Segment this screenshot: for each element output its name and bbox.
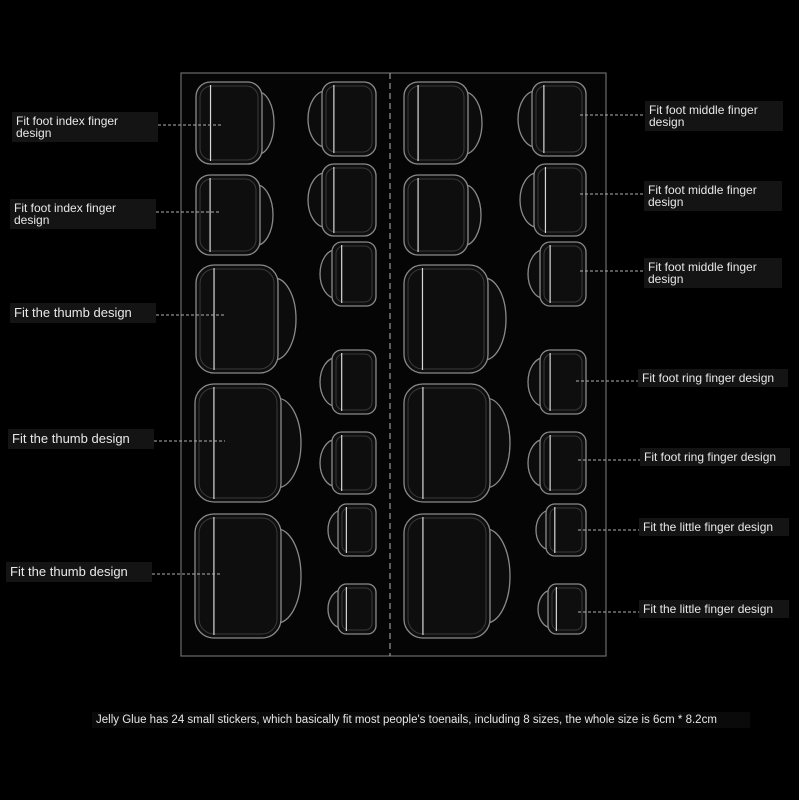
label-left-thumb-1: Fit the thumb design xyxy=(10,303,156,323)
caption: Jelly Glue has 24 small stickers, which basically fit most people's toenails, including 8 sizes, the whole size is 6cm * 8.2cm xyxy=(92,712,750,728)
label-right-ring-2: Fit foot ring finger design xyxy=(640,448,790,466)
sticker-middle-right-2 xyxy=(520,164,586,236)
sticker-index-left-2 xyxy=(196,175,273,255)
sticker-thumb-left-2 xyxy=(195,384,301,502)
label-right-middle-1: Fit foot middle finger design xyxy=(645,101,783,131)
label-right-little-2: Fit the little finger design xyxy=(639,600,789,618)
sticker-index-right-1 xyxy=(404,82,482,164)
sticker-middle-left-2 xyxy=(308,164,376,236)
sticker-thumb-right-2 xyxy=(404,384,510,502)
sticker-index-left-1 xyxy=(196,82,274,164)
label-left-index-1: Fit foot index finger design xyxy=(12,112,158,142)
label-left-thumb-2: Fit the thumb design xyxy=(8,429,154,449)
sticker-thumb-left-3 xyxy=(195,514,301,638)
label-right-little-1: Fit the little finger design xyxy=(639,518,789,536)
sticker-index-right-2 xyxy=(404,175,481,255)
sticker-middle-left-1 xyxy=(308,82,376,156)
label-right-ring-1: Fit foot ring finger design xyxy=(638,369,788,387)
sticker-thumb-left-1 xyxy=(196,265,296,373)
sticker-thumb-right-3 xyxy=(404,514,510,638)
label-right-middle-2: Fit foot middle finger design xyxy=(644,181,782,211)
sticker-middle-right-1 xyxy=(518,82,586,156)
label-left-thumb-3: Fit the thumb design xyxy=(6,562,152,582)
sticker-ring-right-2 xyxy=(528,432,586,494)
sticker-ring-right-1 xyxy=(528,350,586,414)
label-right-middle-3: Fit foot middle finger design xyxy=(644,258,782,288)
sticker-middle-right-3 xyxy=(528,242,586,306)
sticker-thumb-right-1 xyxy=(404,265,506,373)
label-left-index-2: Fit foot index finger design xyxy=(10,199,156,229)
